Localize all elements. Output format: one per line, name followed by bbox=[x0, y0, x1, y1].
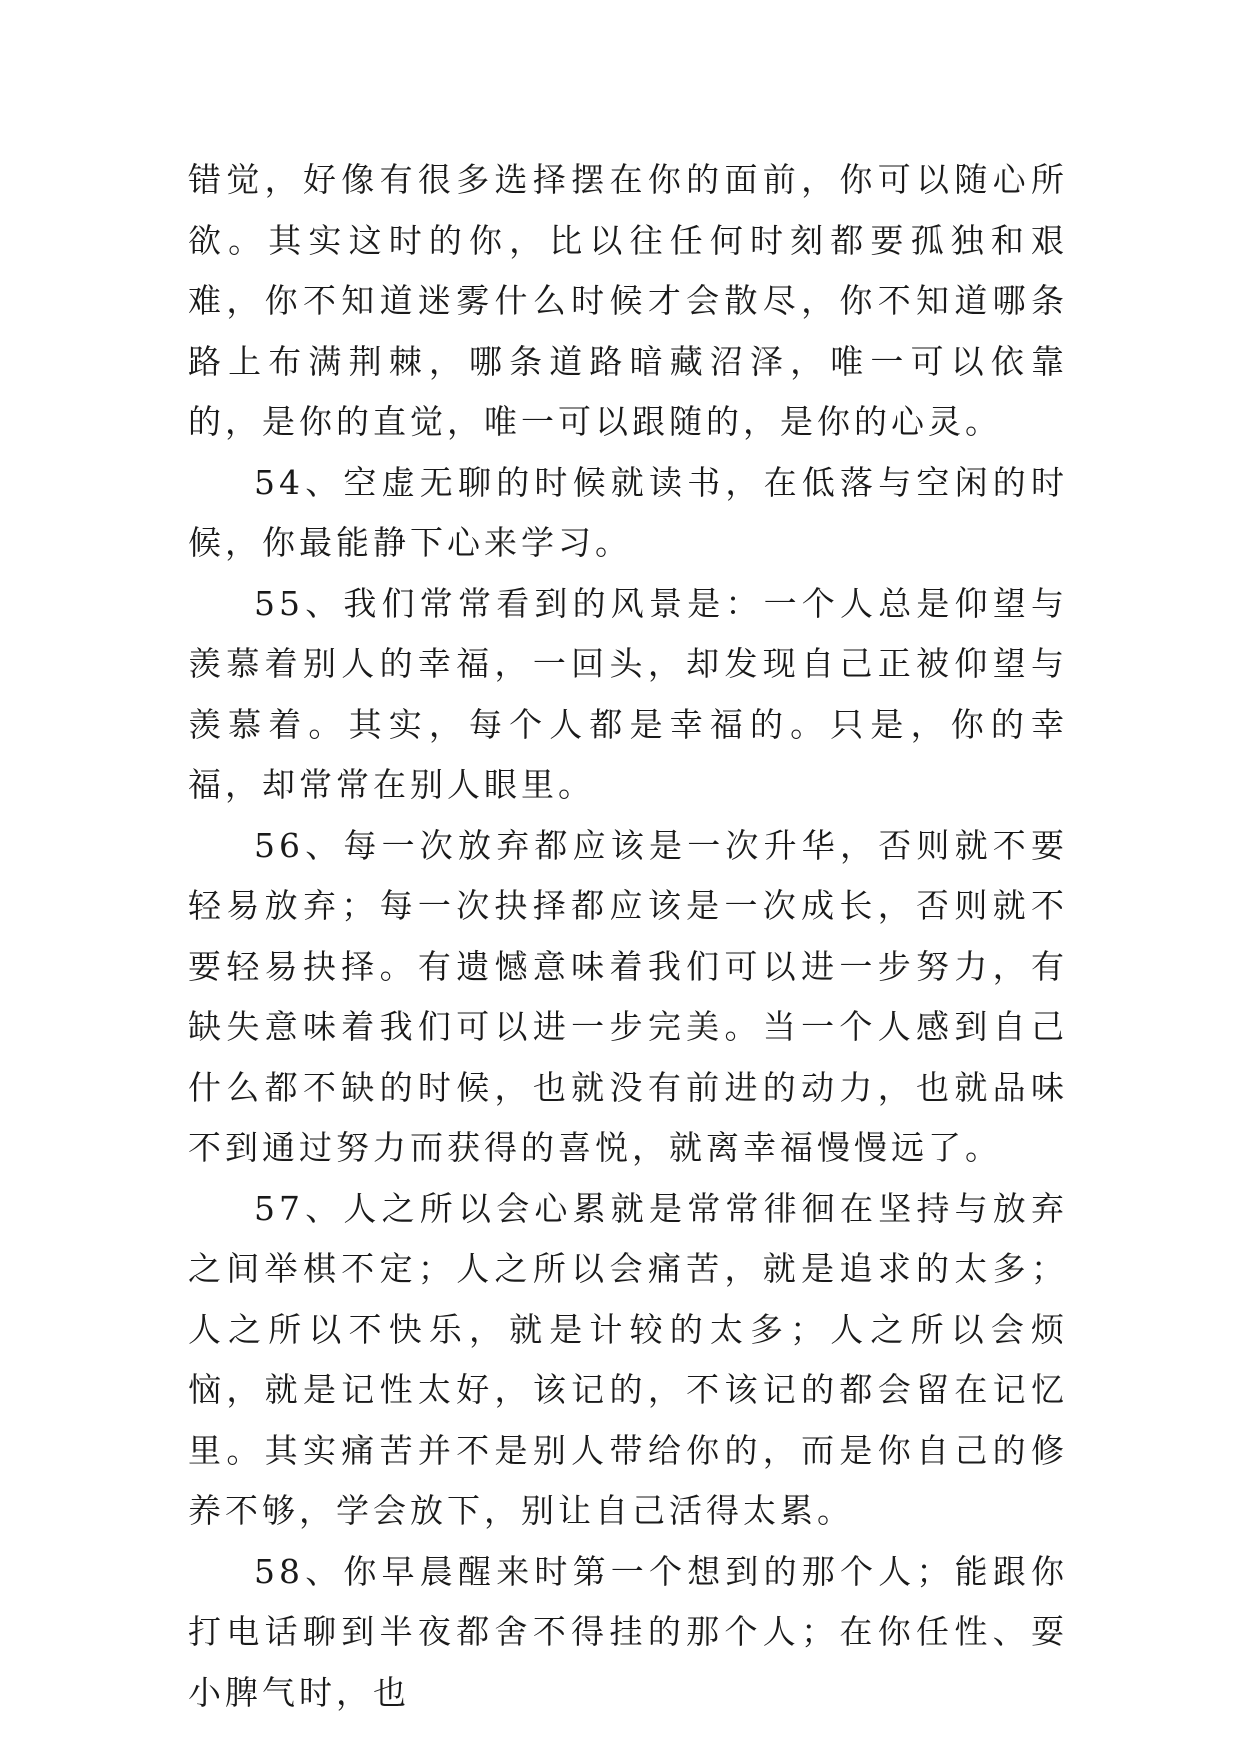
paragraph-54: 54、空虚无聊的时候就读书，在低落与空闲的时候，你最能静下心来学习。 bbox=[188, 462, 1068, 562]
document-body bbox=[188, 150, 1068, 1723]
paragraph-continuation: 错觉，好像有很多选择摆在你的面前，你可以随心所欲。其实这时的你，比以往任何时刻都要孤独和艰难，你不知道迷雾什么时候才会散尽，你不知道哪条路上布满荆棘，哪条道路暗藏沼泽，唯一可以依靠的，是你的直觉，唯一可以跟随的，是你的心灵。 bbox=[188, 160, 1068, 441]
paragraph-58: 58、你早晨醒来时第一个想到的那个人；能跟你打电话聊到半夜都舍不得挂的那个人；在你任性、耍小脾气时，也 bbox=[188, 1551, 1068, 1712]
paragraph-56: 56、每一次放弃都应该是一次升华，否则就不要轻易放弃；每一次抉择都应该是一次成长，否则就不要轻易抉择。有遗憾意味着我们可以进一步努力，有缺失意味着我们可以进一步完美。当一个人感到自己什么都不缺的时候，也就没有前进的动力，也就品味不到通过努力而获得的喜悦，就离幸福慢慢远了。 bbox=[188, 825, 1068, 1167]
paragraph-57: 57、人之所以会心累就是常常徘徊在坚持与放弃之间举棋不定；人之所以会痛苦，就是追求的太多；人之所以不快乐，就是计较的太多；人之所以会烦恼，就是记性太好，该记的，不该记的都会留在记忆里。其实痛苦并不是别人带给你的，而是你自己的修养不够，学会放下，别让自己活得太累。 bbox=[188, 1188, 1068, 1530]
paragraph-55: 55、我们常常看到的风景是：一个人总是仰望与羡慕着别人的幸福，一回头，却发现自己正被仰望与羡慕着。其实，每个人都是幸福的。只是，你的幸福，却常常在别人眼里。 bbox=[188, 583, 1068, 804]
